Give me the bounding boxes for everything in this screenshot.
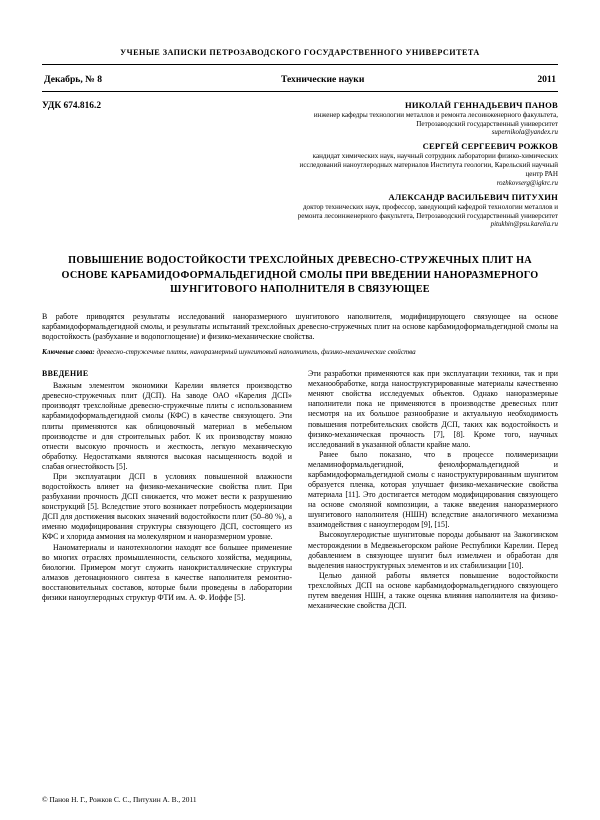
body-columns bbox=[42, 369, 558, 611]
column-left bbox=[42, 369, 292, 611]
author-affiliation: кандидат химических наук, научный сотрудник лаборатории физико-химических исследований наноуглеродных материалов Института геологии, Карельский научный центр РАН bbox=[299, 152, 558, 179]
header-divider-bottom bbox=[42, 91, 558, 92]
paragraph: При эксплуатации ДСП в условиях повышенной влажности водостойкость влияет на физико-механические свойства плит. При разбухании прочность ДСП снижается, что может вести к разрушению конструкций [5]. Вследствие этого возникает потребность модернизации ДСП для достижения высоких значений водостойкости плит (50–80 %), а именно модифицирования структуры связующего ДСП, состоящего из КФС и хлорида аммония на молекулярном и наноразмерном уровне. bbox=[42, 471, 292, 542]
author-name: СЕРГЕЙ СЕРГЕЕВИЧ РОЖКОВ bbox=[422, 141, 558, 152]
paragraph: Важным элементом экономики Карелии является производство древесно-стружечных плит (ДСП). На заводе ОАО «Карелия ДСП» производят трехслойные древесно-стружечные плиты с использованием карбамидоформальдегидной смолы (КФС) в качестве связующего. Эти плиты применяются как облицовочный материал в мебельном производстве и для строительных работ. К их производству можно отнести высокую прочность и жесткость, легкую механическую обработку. Недостатками являются высокая насыщенность водой и слабая огнестойкость [5]. bbox=[42, 381, 292, 471]
author-email: rozhkovserg@igkrc.ru bbox=[496, 179, 558, 187]
paragraph: Эти разработки применяются как при эксплуатации техники, так и при механообработке, когда наноструктурированные материалы качественно меняют свойства исследуемых объектов. Однако наноразмерные наполнители пока не применяются в производстве древесных плит несмотря на их большое разнообразие и актуальную необходимость повышения потребительских свойств ДСП, таких как водостойкость и физико-механическая прочность [7], [8]. Кроме того, научных исследований в указанной области крайне мало. bbox=[308, 369, 558, 449]
author-entry bbox=[286, 100, 558, 136]
author-name: НИКОЛАЙ ГЕННАДЬЕВИЧ ПАНОВ bbox=[404, 100, 558, 110]
metadata-block bbox=[42, 100, 558, 228]
paragraph: Наноматериалы и нанотехнологии находят все большее применение во многих отраслях промышленности, сельского хозяйства, медицины, биологии. Примером могут служить нанокристаллические структуры алмазов детонационного синтеза в качестве наполнителя ремонтно-восстановительных составов, которые были проведены в лаборатории физики наноуглеродных структур ФТИ им. А. Ф. Иоффе [5]. bbox=[42, 542, 292, 602]
section-heading: ВВЕДЕНИЕ bbox=[42, 369, 89, 379]
udc-code: УДК 674.816.2 bbox=[42, 101, 102, 111]
keywords-list: древесно-стружечные плиты, наноразмерный шунгитовый наполнитель, физико-механические свойства bbox=[96, 348, 416, 357]
page-title: ПОВЫШЕНИЕ ВОДОСТОЙКОСТИ ТРЕХСЛОЙНЫХ ДРЕВЕСНО-СТРУЖЕЧНЫХ ПЛИТ НА ОСНОВЕ КАРБАМИДОФОРМАЛЬДЕГИДНОЙ СМОЛЫ ПРИ ВВЕДЕНИИ НАНОРАЗМЕРНОГО ШУНГИТОВОГО НАПОЛНИТЕЛЯ В СВЯЗУЮЩЕЕ bbox=[61, 255, 539, 296]
journal-title: УЧЕНЫЕ ЗАПИСКИ ПЕТРОЗАВОДСКОГО ГОСУДАРСТВЕННОГО УНИВЕРСИТЕТА bbox=[120, 48, 480, 57]
paragraph: Ранее было показано, что в процессе полимеризации меламиноформальдегидной, фенолформальдегидной и карбамидоформальдегидной смолы с наноструктурированным шунгитом образуется пленка, которая улучшает физико-механические свойства материала [11]. Это достигается методом модифицирования связующего на основе смоляной композиции, а также введения наноразмерного шунгитового наполнителя (НШН) вследствие аналогичного механизма взаимодействия с наноуглеродом [9], [15]. bbox=[308, 449, 558, 530]
author-affiliation: инженер кафедры технологии металлов и ремонта лесоинженерного факультета, Петрозаводский государственный университет bbox=[313, 111, 558, 128]
abstract-text: В работе приводятся результаты исследований наноразмерного шунгитового наполнителя, модифицирующего связующее на основе карбамидоформальдегидной смолы, и результаты испытаний трехслойных древесно-стружечных плит на основе карбамидоформальдегидной смолы на водостойкость (разбухание и водопоглощение) и физико-механические свойства. bbox=[42, 311, 558, 342]
issue-year: 2011 bbox=[537, 74, 556, 85]
author-email: supernikola@yandex.ru bbox=[491, 129, 558, 137]
paragraph: Высокоуглеродистые шунгитовые породы добывают на Зажогинском месторождении в Медвежьегорском районе Республики Карелии. Перед добавлением в связующее шунгит был измельчен и обработан для выделения наноструктурных элементов и их стабилизации [10]. bbox=[308, 530, 558, 570]
keywords-label: Ключевые слова: bbox=[42, 348, 95, 357]
paragraph: Целью данной работы является повышение водостойкости трехслойных ДСП на основе карбамидоформальдегидного связующего путем введения НШН, а также оценка влияния наполнителя на физико-механические свойства ДСП. bbox=[308, 570, 558, 610]
copyright-notice: © Панов Н. Г., Рожков С. С., Питухин А. В., 2011 bbox=[42, 795, 197, 804]
author-email: pitukhin@psu.karelia.ru bbox=[490, 221, 558, 229]
author-entry bbox=[286, 192, 558, 228]
column-right bbox=[308, 369, 558, 611]
author-list bbox=[286, 100, 558, 228]
header-divider-top bbox=[42, 64, 558, 65]
keywords-line bbox=[42, 348, 558, 357]
issue-row bbox=[42, 74, 558, 85]
author-name: АЛЕКСАНДР ВАСИЛЬЕВИЧ ПИТУХИН bbox=[388, 191, 558, 202]
author-affiliation: доктор технических наук, профессор, заведующий кафедрой технологии металлов и ремонта лесоинженерного факультета, Петрозаводский государственный университет bbox=[297, 202, 558, 220]
author-entry bbox=[286, 141, 558, 186]
issue-date: Декабрь, № 8 bbox=[44, 74, 102, 85]
journal-section: Технические науки bbox=[280, 74, 365, 85]
